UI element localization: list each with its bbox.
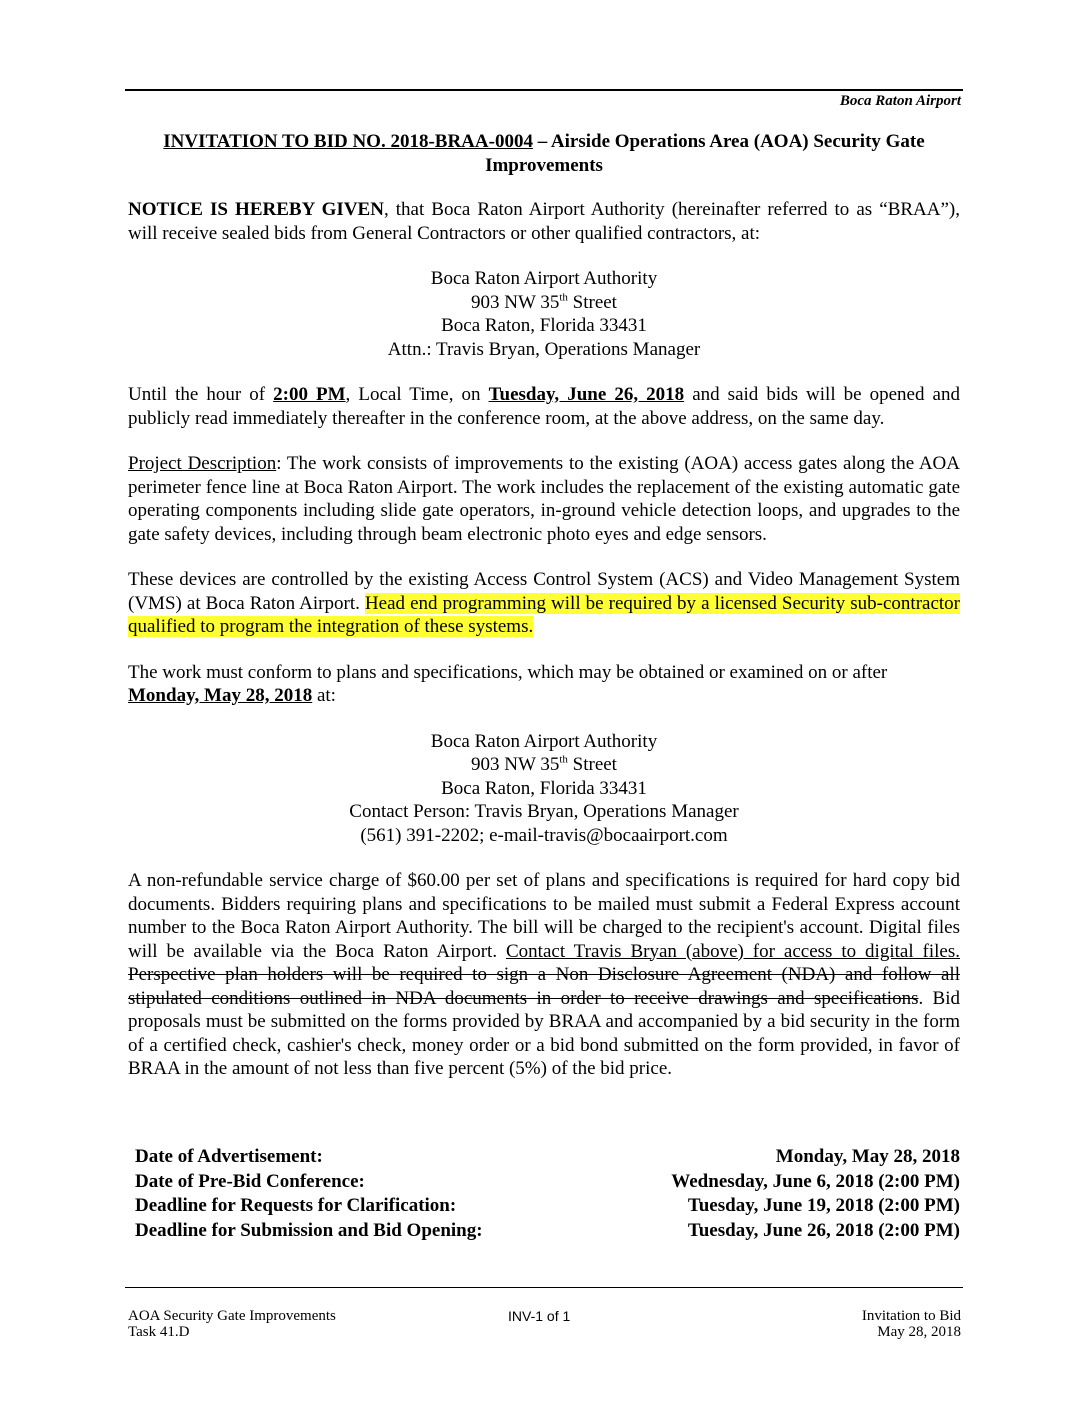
- date-row: Date of Pre-Bid Conference: Wednesday, June 6, 2018 (2:00 PM): [135, 1170, 960, 1192]
- project-description-label: Project Description: [128, 453, 277, 474]
- address-block-1: [128, 267, 960, 361]
- plans-available-date: Monday, May 28, 2018: [128, 685, 313, 706]
- until-paragraph: Until the hour of 2:00 PM, Local Time, on Tuesday, June 26, 2018 and said bids will be opened and publicly read immediately thereafter in the conference room, at the above address, on the same day.: [128, 384, 960, 429]
- address2-name: Boca Raton Airport Authority: [430, 730, 658, 752]
- address1-street: 903 NW 35th Street: [471, 291, 617, 313]
- address-block-2: [128, 730, 960, 848]
- date-row: Deadline for Submission and Bid Opening: Tuesday, June 26, 2018 (2:00 PM): [135, 1219, 960, 1241]
- footer-rule: [125, 1287, 963, 1288]
- page-title: [128, 130, 960, 177]
- deadline-date: Tuesday, June 26, 2018: [488, 384, 685, 405]
- address2-phone-email: (561) 391-2202; e-mail-travis@bocaairport.com: [360, 824, 728, 846]
- notice-paragraph: [128, 198, 960, 245]
- footer-page-number: INV-1 of 1: [508, 1308, 571, 1324]
- document-body: [128, 130, 960, 1081]
- service-charge-paragraph: A non-refundable service charge of $60.00 per set of plans and specifications is required for hard copy bid documents. Bidders requiring plans and specifications to be mailed must submit a Federal Express account number to the Boca Raton Airport Authority. The bill will be charged to the recipient's account. Digital files will be available via the Boca Raton Airport. Contact Travis Bryan (above) for access to digital files. Perspective plan holders will be required to sign a Non Disclosure Agreement (NDA) and follow all stipulated conditions outlined in NDA documents in order to receive drawings and specifications. Bid proposals must be submitted on the forms provided by BRAA and accompanied by a bid security in the form of a certified check, cashier's check, money order or a bid bond submitted on the form provided, in favor of BRAA in the amount of not less than five percent (5%) of the bid price.: [128, 870, 960, 1079]
- footer-left: AOA Security Gate Improvements Task 41.D: [128, 1308, 336, 1340]
- contact-link-text: Contact Travis Bryan (above) for access to digital files.: [506, 940, 960, 962]
- project-description-text: : The work consists of improvements to the existing (AOA) access gates along the AOA perimeter fence line at Boca Raton Airport. The work includes the replacement of the existing automatic gate operating components including slide gate operators, in-ground vehicle detection loops, and upgrades to the gate safety devices, including through beam electronic photo eyes and edge sensors.: [128, 453, 961, 545]
- address2-contact: Contact Person: Travis Bryan, Operations Manager: [349, 801, 739, 822]
- header-org: Boca Raton Airport: [839, 93, 961, 109]
- date-row: Deadline for Requests for Clarification: Tuesday, June 19, 2018 (2:00 PM): [135, 1195, 960, 1216]
- key-dates-table: [135, 1145, 960, 1243]
- address2-street: 903 NW 35th Street: [471, 753, 617, 775]
- address1-attn: Attn.: Travis Bryan, Operations Manager: [387, 338, 701, 360]
- title-rest: – Airside Operations Area (AOA) Security Gate Improvements: [485, 131, 925, 176]
- devices-paragraph: These devices are controlled by the existing Access Control System (ACS) and Video Management System (VMS) at Boca Raton Airport. Head end programming will be required by a licensed Security sub-contractor qualified to program the integration of these systems.: [128, 569, 961, 637]
- highlighted-text: Head end programming will be required by a licensed Security sub-contractor qualified to program the integration of these systems.: [128, 592, 961, 637]
- title-bid-number: INVITATION TO BID NO. 2018-BRAA-0004: [163, 131, 533, 152]
- address2-city: Boca Raton, Florida 33431: [441, 777, 647, 799]
- notice-text: , that Boca Raton Airport Authority (hereinafter referred to as “BRAA”), will receive sealed bids from General Contractors or other qualified contractors, at:: [128, 199, 960, 244]
- deadline-time: 2:00 PM: [273, 384, 346, 405]
- struck-text: Perspective plan holders will be required to sign a Non Disclosure Agreement (NDA) and follow all stipulated conditions outlined in NDA documents in order to receive drawings and specifications: [128, 964, 960, 1009]
- address1-name: Boca Raton Airport Authority: [430, 268, 658, 289]
- notice-lead: NOTICE IS HEREBY GIVEN: [128, 199, 384, 220]
- address1-city: Boca Raton, Florida 33431: [441, 315, 647, 336]
- conform-paragraph: The work must conform to plans and specifications, which may be obtained or examined on or after Monday, May 28, 2018 at:: [128, 661, 888, 706]
- project-description-paragraph: [128, 452, 960, 546]
- header-rule: [125, 89, 963, 91]
- footer-right: Invitation to Bid May 28, 2018: [861, 1308, 961, 1340]
- date-row: Date of Advertisement: Monday, May 28, 2018: [135, 1146, 960, 1167]
